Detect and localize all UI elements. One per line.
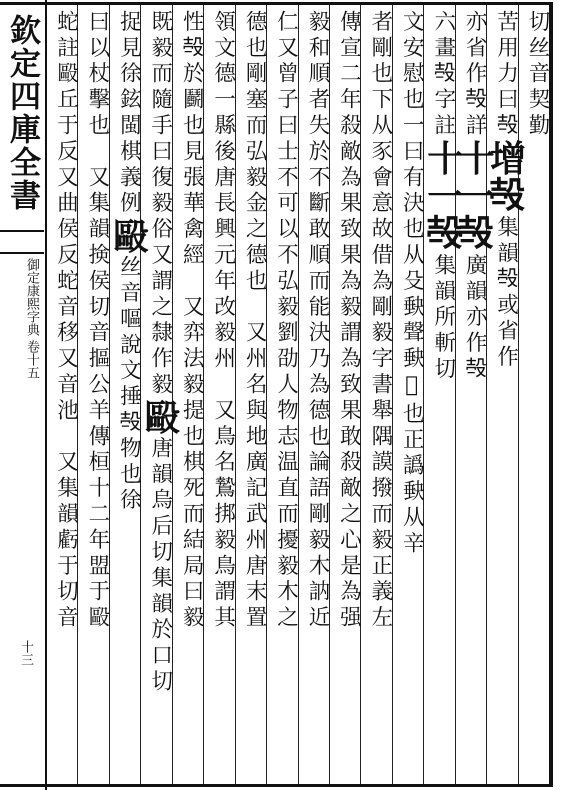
column-text: 領文德一縣後唐長興元年改毅州 又鳥名鷙挷毅鳥謂其	[210, 10, 236, 632]
headword: 毆	[138, 398, 181, 437]
column-text: 苦用力曰𣪊	[493, 10, 519, 140]
column-text: 切丝音契勤	[525, 10, 550, 140]
source-volume: 御定康熙字典 卷十五	[24, 258, 39, 380]
column-text: 捉見徐鉉閩棋義例	[116, 10, 142, 218]
text-column	[360, 5, 391, 784]
text-column	[298, 5, 329, 784]
column-text: 文安慰也一曰有決也从殳𡙇聲𡙇𧴩也正譌𡙇从辛	[399, 10, 425, 558]
column-text: 唐韻烏后切集韻於口切	[147, 436, 173, 696]
text-column	[453, 5, 496, 784]
column-text: 集韻𣪊或省作	[493, 215, 519, 371]
headword: 毆	[107, 217, 150, 256]
text-column	[107, 5, 150, 784]
column-text: 丝音嘔說文捶𣪊物也徐	[116, 255, 142, 515]
text-column	[421, 5, 464, 784]
headword: 𣪊	[453, 215, 496, 254]
text-column	[138, 5, 181, 784]
text-column	[392, 5, 423, 784]
headword: 十一	[421, 139, 464, 216]
column-text: 亦省作𣪊詳	[462, 10, 488, 140]
text-column	[47, 5, 77, 784]
book-title: 欽定四庫全書	[4, 14, 40, 212]
text-column	[266, 5, 297, 784]
column-text: 廣韻亦作𣪊	[462, 253, 488, 383]
column-text: 德也剛塞而弘毅金之德也 又州名與地廣記武州唐末置	[242, 10, 268, 632]
text-column	[518, 5, 549, 784]
headword: 𣪊	[421, 215, 464, 254]
column-text: 六畫𣪊字註	[430, 10, 456, 140]
column-text: 傳宣二年殺敵為果致果為毅謂為致果敢殺敵之心是為强	[336, 10, 362, 632]
band-rule-upper	[0, 230, 44, 232]
folio-number: 十三	[18, 640, 33, 666]
text-column	[484, 5, 527, 784]
column-text: 蛇註毆丘于反又曲侯反蛇音移又音池 又集韻虧于切音	[53, 10, 79, 632]
column-text: 仁又曾子曰士不可以不弘毅劉劭人物志温直而擾毅木之	[273, 10, 299, 632]
headword: 十一	[453, 139, 496, 216]
text-column	[235, 5, 266, 784]
column-text: 性𣪊於鬬也見張華禽經 又弈法毅提也棋死而結局曰毅	[179, 10, 205, 632]
margin-band	[0, 0, 47, 790]
headword: 增	[484, 139, 527, 178]
column-text: 者剛也下从豕會意故借為剛毅字書舉隅謨撥而毅正義左	[367, 10, 393, 632]
text-column	[77, 5, 108, 784]
band-rule-lower	[0, 252, 44, 254]
column-text: 曰以杖擊也 又集韻𢮦侯切音摳公羊傳桓十二年盟于毆	[84, 10, 110, 632]
column-text: 集韻所斬切	[430, 253, 456, 383]
column-text: 既毅而隨手曰復毅俗又謂之隸作毅	[147, 10, 173, 399]
headword: 𣪊	[484, 177, 527, 216]
text-column	[172, 5, 203, 784]
text-column	[329, 5, 360, 784]
text-columns	[47, 5, 549, 784]
column-text: 毅和順者失於不斷敢順而能決乃為德也論語剛毅木訥近	[304, 10, 330, 632]
frame-bottom-border	[0, 784, 553, 787]
text-column	[203, 5, 234, 784]
